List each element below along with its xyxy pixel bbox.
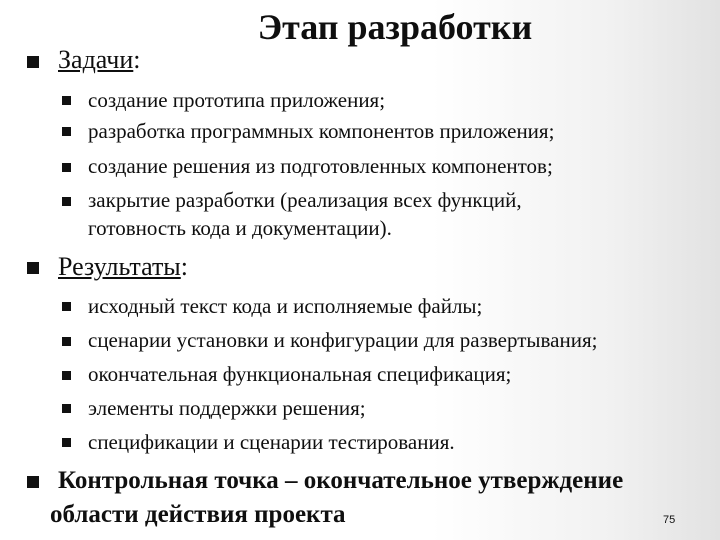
slide-title: Этап разработки: [257, 7, 533, 47]
results-heading: [58, 252, 188, 282]
bullet-square-icon: [62, 163, 71, 172]
bullet-square-icon: [27, 476, 39, 488]
results-heading-text: Результаты: [58, 252, 181, 281]
bullet-square-icon: [62, 438, 71, 447]
results-item: окончательная функциональная спецификация;: [88, 362, 512, 386]
tasks-item: создание решения из подготовленных компонентов;: [88, 154, 553, 178]
tasks-heading-text: Задачи: [58, 45, 134, 74]
results-item: элементы поддержки решения;: [88, 396, 366, 420]
bullet-square-icon: [62, 127, 71, 136]
bullet-square-icon: [62, 404, 71, 413]
results-item: спецификации и сценарии тестирования.: [88, 430, 455, 454]
results-item: сценарии установки и конфигурации для развертывания;: [88, 328, 598, 352]
bullet-square-icon: [27, 262, 39, 274]
results-item: исходный текст кода и исполняемые файлы;: [88, 294, 483, 318]
bullet-square-icon: [62, 302, 71, 311]
bullet-square-icon: [62, 197, 71, 206]
bullet-square-icon: [62, 371, 71, 380]
results-heading-colon: :: [180, 252, 189, 281]
bullet-square-icon: [62, 337, 71, 346]
tasks-heading-colon: :: [133, 45, 141, 74]
tasks-item: создание прототипа приложения;: [88, 88, 386, 112]
milestone-line-2: области действия проекта: [50, 501, 346, 528]
bullet-square-icon: [27, 56, 39, 68]
tasks-item: разработка программных компонентов приложения;: [88, 119, 555, 143]
milestone-line-1: Контрольная точка – окончательное утверждение: [58, 467, 624, 494]
tasks-item: закрытие разработки (реализация всех функций,: [88, 188, 522, 212]
tasks-heading: [58, 45, 141, 75]
tasks-item-continued: готовность кода и документации).: [88, 216, 392, 240]
bullet-square-icon: [62, 96, 71, 105]
page-number: 75: [663, 514, 676, 526]
